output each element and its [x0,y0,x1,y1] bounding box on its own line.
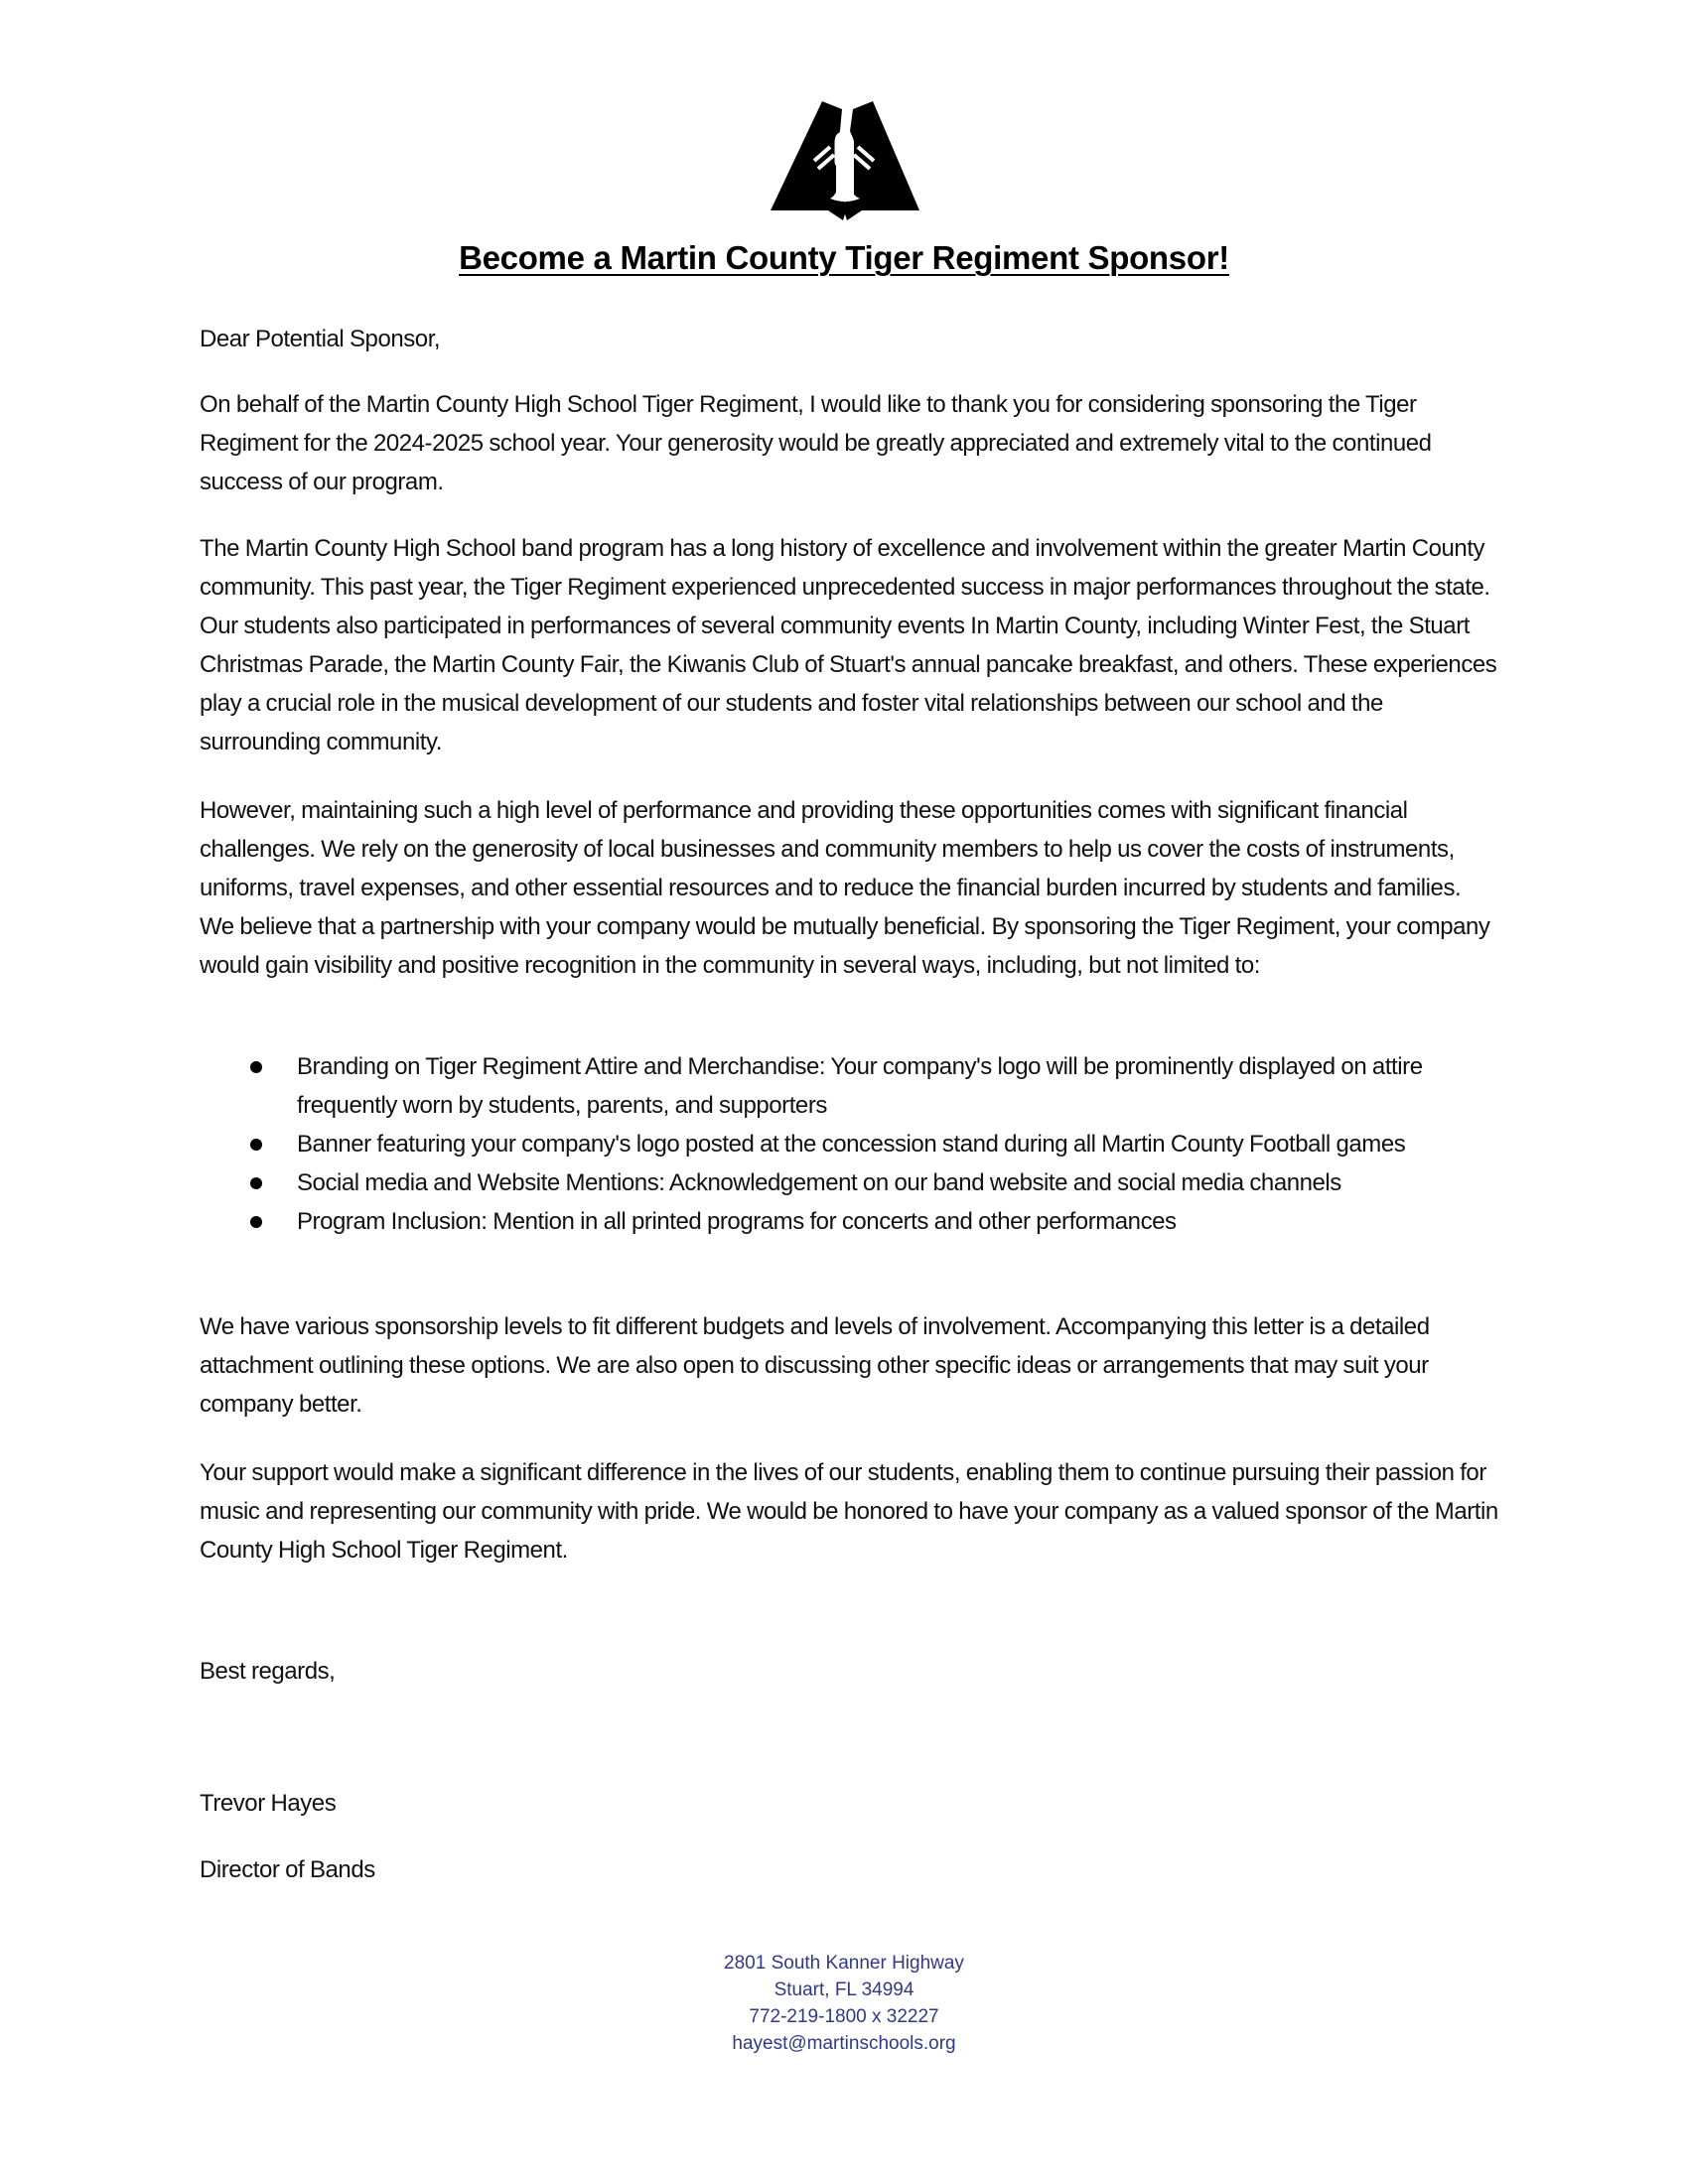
list-item [200,1125,1500,1163]
paragraph-text: We have various sponsorship levels to fit different budgets and levels of involvement. Accompanying this letter is a detailed attachment outlining these options. We are also open to discussing other specific ideas or arrangements that may suit your company better. [200,1313,1430,1418]
footer-address-line2: Stuart, FL 34994 [774,1979,914,2000]
contact-footer [0,1950,1688,2057]
signer-name-text: Trevor Hayes [200,1790,337,1817]
bullet-icon [250,1177,262,1189]
list-item-text: Program Inclusion: Mention in all printed programs for concerts and other performances [297,1208,1177,1235]
signer-title [200,1850,1500,1889]
footer-phone: 772-219-1800 x 32227 [749,2006,939,2027]
paragraph-history [200,529,1500,761]
page-title: Become a Martin County Tiger Regiment Sponsor! [459,239,1229,276]
list-item-text: Banner featuring your company's logo posted at the concession stand during all Martin County Football games [297,1131,1406,1158]
paragraph-text: However, maintaining such a high level of performance and providing these opportunities comes with significant financial challenges. We rely on the generosity of local businesses and community members to help us cover the costs of instruments, uniforms, travel expenses, and other essential resources and to reduce the financial burden incurred by students and families. We believe that a partnership with your company would be mutually beneficial. By sponsoring the Tiger Regiment, your company would gain visibility and positive recognition in the community in several ways, including, but not limited to: [200,797,1490,979]
list-item-text: Branding on Tiger Regiment Attire and Merchandise: Your company's logo will be prominently displayed on attire frequently worn by students, parents, and supporters [297,1053,1423,1119]
signer-title-text: Director of Bands [200,1856,375,1883]
sponsor-benefits-list [200,1047,1500,1241]
paragraph-intro [200,385,1500,501]
salutation [200,320,1500,358]
list-item [200,1163,1500,1202]
tiger-regiment-trumpet-logo-icon [771,101,919,224]
bullet-icon [250,1061,262,1073]
bullet-icon [250,1216,262,1228]
footer-address-line1: 2801 South Kanner Highway [724,1953,964,1974]
salutation-text: Dear Potential Sponsor, [200,326,441,352]
footer-email[interactable]: hayest@martinschools.org [732,2033,956,2054]
list-item [200,1202,1500,1241]
paragraph-text: On behalf of the Martin County High School Tiger Regiment, I would like to thank you for considering sponsoring the Tiger Regiment for the 2024-2025 school year. Your generosity would be greatly appreciated and extremely vital to the continued success of our program. [200,391,1432,495]
list-item-text: Social media and Website Mentions: Acknowledgement on our band website and social media channels [297,1169,1341,1196]
paragraph-levels [200,1307,1500,1424]
closing-text: Best regards, [200,1658,336,1685]
paragraph-text: The Martin County High School band program has a long history of excellence and involvement within the greater Martin County community. This past year, the Tiger Regiment experienced unprecedented success in major performances throughout the state. Our students also participated in performances of several community events In Martin County, including Winter Fest, the Stuart Christmas Parade, the Martin County Fair, the Kiwanis Club of Stuart's annual pancake breakfast, and others. These experiences play a crucial role in the musical development of our students and foster vital relationships between our school and the surrounding community. [200,535,1497,755]
signer-name [200,1784,1500,1823]
paragraph-support [200,1453,1500,1570]
closing [200,1652,1500,1691]
paragraph-financial [200,791,1500,985]
bullet-icon [250,1139,262,1151]
paragraph-text: Your support would make a significant difference in the lives of our students, enabling them to continue pursuing their passion for music and representing our community with pride. We would be honored to have your company as a valued sponsor of the Martin County High School Tiger Regiment. [200,1459,1498,1564]
list-item [200,1047,1500,1125]
